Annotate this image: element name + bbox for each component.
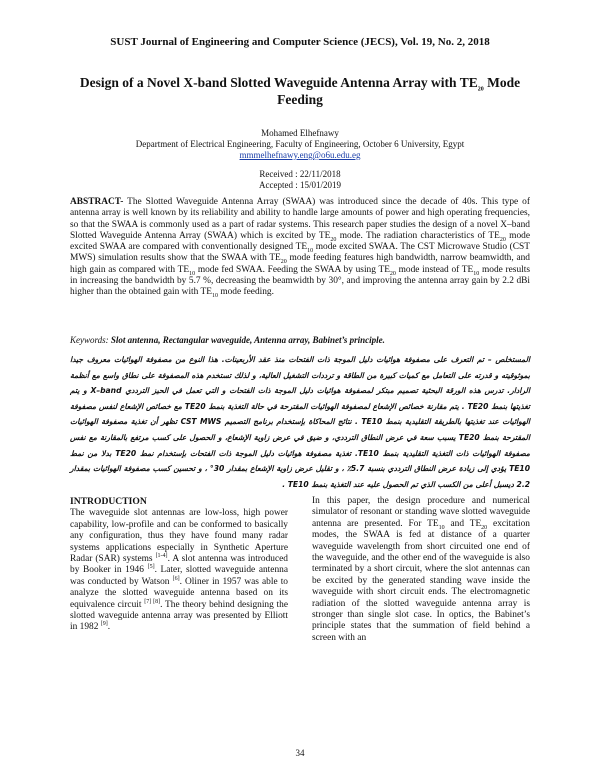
keywords [70, 335, 530, 346]
abstract-subscript: 10 [211, 293, 218, 300]
abstract-text: mode excited SWAA. The CST Microwave Studio (CST MWS) simulation results show that the SWAA with TE [70, 242, 530, 264]
abstract-text: mode fed SWAA. Feeding the SWAA by using TE [195, 264, 390, 275]
abstract-text: mode results in increasing the bandwidth by 5.7 %, decreasing the beamwidth by 30°, and improving the antenna array gain by 2.2 dBi higher than the obtained gain with TE [70, 264, 530, 298]
right-column [312, 496, 530, 644]
author-affiliation: Department of Electrical Engineering, Faculty of Engineering, October 6 University, Egypt [135, 139, 465, 149]
abstract-subscript: 20 [330, 236, 337, 243]
author-email-link[interactable]: mmmelhefnawy.eng@o6u.edu.eg [239, 150, 361, 160]
introduction-heading: INTRODUCTION [70, 496, 147, 507]
title-subscript: 20 [477, 86, 484, 93]
abstract [70, 197, 530, 299]
citation: [9] [100, 621, 108, 628]
citation: [6] [172, 575, 180, 582]
intro-text: . [107, 622, 111, 633]
abstract-label: ABSTRACT- [70, 197, 124, 207]
body-paragraph [312, 496, 530, 644]
abstract-subscript: 20 [389, 270, 396, 277]
body-subscript: 20 [481, 524, 488, 531]
introduction-column [70, 496, 288, 634]
abstract-text: mode instead of TE [395, 264, 474, 275]
author-block [70, 128, 530, 161]
citation: [1-4] [155, 552, 168, 559]
journal-header: SUST Journal of Engineering and Computer Science (JECS), Vol. 19, No. 2, 2018 [110, 36, 490, 48]
arabic-abstract: المستخلص – تم التعرف على مصفوفة هوائيات دليل الموجة ذات الفتحات منذ عقد الأربعينات. هذا النوع من مصفوفة الهوائيات معروف جيدا بموثوقيته و قدرته على التعامل مع كميات كبيرة من الطاقة و ترددات التشغيل العالية، و لذلك تستخدم هذه المصفوفة على نطاق واسع مع أنظمة الرادار. تدرس هذه الورقة البحثية تصميم مبتكر لمصفوفة هوائيات دليل الموجة ذات الفتحات و التي تعمل في الحيز الترددي X–band و يتم تغذيتها بنمط TE20 . يتم مقارنة خصائص الإشعاع لمصفوفة الهوائيات المقترحة في حالة التغذية بنمط TE20 مع خصائص الإشعاع لنفس مصفوفة الهوائيات عند تغذيتها بالطريقة التقليدية بنمط TE10 . نتائج المحاكاة بإستخدام برنامج التصميم CST MWS تظهر أن تغذية مصفوفة الهوائيات المقترحة بنمط TE20 يسبب سعة في عرض النطاق الترددي، و ضيق في عرض زاوية الإشعاع، و الحصول على كسب مرتفع بالمقارنة مع نفس مصفوفة الهوائيات ذات التغذية التقليدية بنمط TE10. تغذية مصفوفة هوائيات دليل الموجة ذات الفتحات بإستخدام نمط TE20 بدلا من نمط TE10 يؤدي إلى زيادة عرض النطاق الترددي بنسبة 5.7٪ ، و تقليل عرض زاوية الإشعاع بمقدار 30° ، و تحسين كسب مصفوفة الهوائيات بمقدار 2.2 ديسبل أعلى من الكسب الذي تم الحصول عليه عند التغذية بنمط TE10 . [70, 355, 531, 489]
abstract-text: The Slotted Waveguide Antenna Array (SWAA) was introduced since the decade of 40s. This type of antenna array is well known by its reliability and ability to handle large amounts of power and high operating frequencies, so that the SWAA is commonly used as a part of radar systems. This research paper studies the design of a novel X–band Slotted Waveguide Antenna Array (SWAA) which is excited by TE [70, 197, 530, 241]
abstract-text: mode excited SWAA are compared with conventionally designed TE [70, 230, 530, 253]
page-number: 34 [295, 748, 305, 758]
keywords-label: Keywords: [70, 335, 111, 345]
body-text: excitation modes, the SWAA is fed at distance of a quarter waveguide wavelength from short circuited one end of the waveguide, and the other end of the waveguide is also terminated by a short circuit, where the slot antennas can be excited by the generated standing wave inside the waveguide with short circuit ends. The electromagnetic radiation of the slotted waveguide antenna array is stronger than single slot case. In optics, the Babinet’s principle states that the summation of field behind a screen with an [312, 518, 530, 643]
body-text: and TE [444, 518, 482, 529]
intro-text: . A slot antenna was introduced by Booker in 1946 [70, 554, 288, 576]
introduction-paragraph [70, 508, 288, 633]
abstract-text: mode feeding features high bandwidth, narrow beamwidth, and high gain as compared with TE [70, 253, 530, 275]
abstract-subscript: 20 [280, 259, 287, 266]
citation: [5] [147, 564, 155, 571]
intro-text: . Later, slotted waveguide antenna was conducted by Watson [70, 565, 288, 587]
intro-text: . The theory behind designing the slotted waveguide antenna array was presented by Elliott in 1982 [70, 599, 288, 633]
abstract-text: mode. The radiation characteristics of TE [336, 230, 500, 241]
keywords-terms: Slot antenna, Rectangular waveguide, Antenna array, Babinet’s principle. [110, 335, 385, 345]
accepted-date: Accepted : 15/01/2019 [259, 180, 341, 190]
submission-dates [70, 169, 530, 191]
abstract-subscript: 10 [189, 270, 196, 277]
intro-text: . Oliner in 1957 was able to analyze the slotted waveguide antenna based on its equivalence circuit [70, 576, 288, 610]
received-date: Received : 22/11/2018 [259, 169, 341, 179]
title-prefix: Design of a Novel X-band Slotted Waveguide Antenna Array with TE [79, 75, 478, 90]
author-name: Mohamed Elhefnawy [261, 128, 339, 138]
citation: [7] [8] [144, 598, 161, 605]
intro-text: The waveguide slot antennas are low-loss, high power capability, low-profile and can be conformed to basically any configuration, thus they have found many radar systems applications especially in Synthetic Aperture Radar (SAR) systems [70, 508, 288, 565]
paper-title [70, 74, 530, 108]
abstract-subscript: 20 [499, 236, 506, 243]
abstract-subscript: 10 [307, 248, 314, 255]
body-subscript: 10 [438, 524, 445, 531]
title-suffix: Mode Feeding [277, 75, 521, 107]
body-text: In this paper, the design procedure and numerical simulator of resonant or standing wave slotted waveguide antenna are presented. For TE [312, 496, 530, 529]
abstract-subscript: 10 [473, 270, 480, 277]
abstract-text: mode feeding. [217, 287, 274, 298]
